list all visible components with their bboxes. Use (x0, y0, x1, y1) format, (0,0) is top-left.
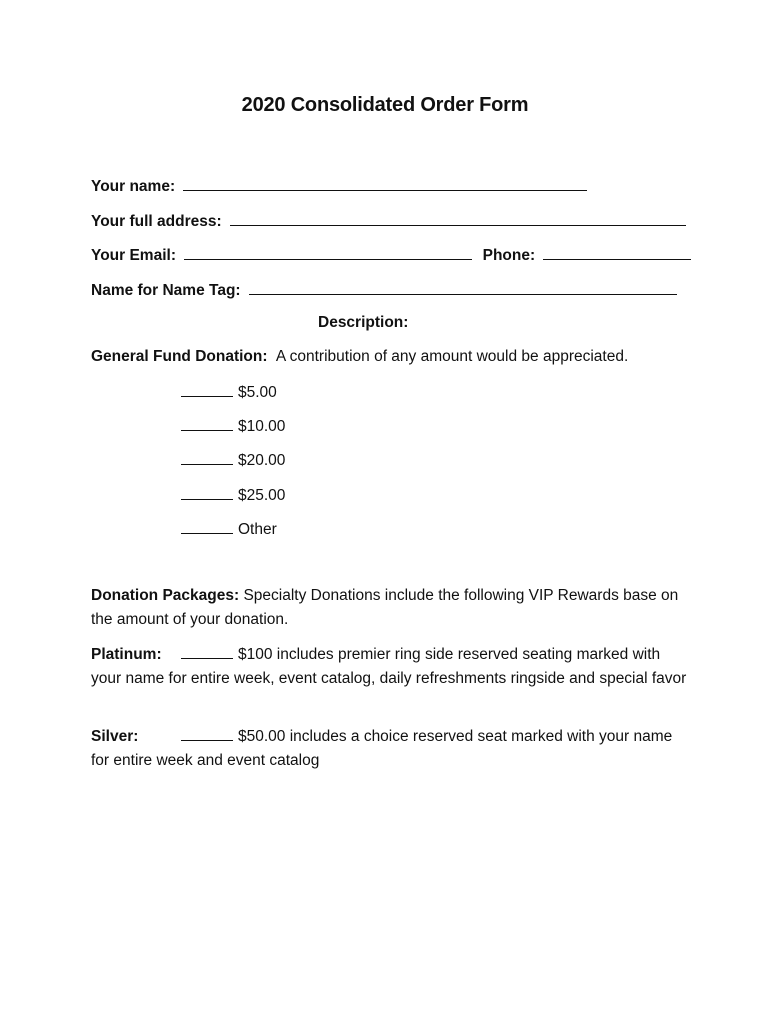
donation-option-5 (181, 382, 277, 402)
name-row (91, 176, 587, 196)
donation-other-blank[interactable] (181, 519, 233, 534)
general-fund-label: General Fund Donation: (91, 348, 268, 365)
donation-option-label: Other (238, 521, 277, 538)
name-tag-field[interactable] (249, 280, 677, 295)
name-tag-label: Name for Name Tag: (91, 282, 241, 299)
name-label: Your name: (91, 178, 176, 195)
donation-5-blank[interactable] (181, 382, 233, 397)
phone-field[interactable] (543, 245, 691, 260)
platinum-blank[interactable] (181, 644, 233, 659)
address-row (91, 211, 686, 231)
address-field[interactable] (230, 211, 686, 226)
donation-option-label: $5.00 (238, 384, 277, 401)
description-heading: Description: (318, 314, 409, 331)
donation-option-label: $25.00 (238, 487, 286, 504)
address-label: Your full address: (91, 213, 222, 230)
donation-option-label: $20.00 (238, 452, 286, 469)
donation-packages-paragraph (91, 584, 691, 632)
donation-option-label: $10.00 (238, 418, 286, 435)
platinum-text: $100 includes premier ring side reserved seating marked with your name for entire week, event catalog, daily refreshments ringside and special favor (91, 646, 687, 687)
email-label: Your Email: (91, 247, 176, 264)
phone-label: Phone: (482, 247, 536, 264)
donation-20-blank[interactable] (181, 450, 233, 465)
silver-paragraph (91, 725, 691, 773)
email-field[interactable] (184, 245, 472, 260)
silver-blank[interactable] (181, 726, 233, 741)
donation-packages-label: Donation Packages: (91, 587, 240, 604)
donation-option-10 (181, 416, 285, 436)
email-phone-row (91, 245, 691, 265)
donation-option-25 (181, 485, 285, 505)
general-fund-text: A contribution of any amount would be appreciated. (275, 348, 629, 365)
silver-text: $50.00 includes a choice reserved seat marked with your name for entire week and event catalog (91, 728, 673, 769)
platinum-label: Platinum: (91, 646, 162, 663)
donation-packages-text: Specialty Donations include the following VIP Rewards base on the amount of your donation. (91, 587, 679, 628)
donation-option-other (181, 519, 277, 539)
silver-label: Silver: (91, 728, 139, 745)
general-fund-row (91, 348, 628, 366)
platinum-paragraph (91, 643, 691, 691)
donation-option-20 (181, 450, 285, 470)
name-field[interactable] (183, 176, 587, 191)
name-tag-row (91, 280, 677, 300)
donation-25-blank[interactable] (181, 485, 233, 500)
donation-10-blank[interactable] (181, 416, 233, 431)
page-title: 2020 Consolidated Order Form (241, 94, 529, 116)
